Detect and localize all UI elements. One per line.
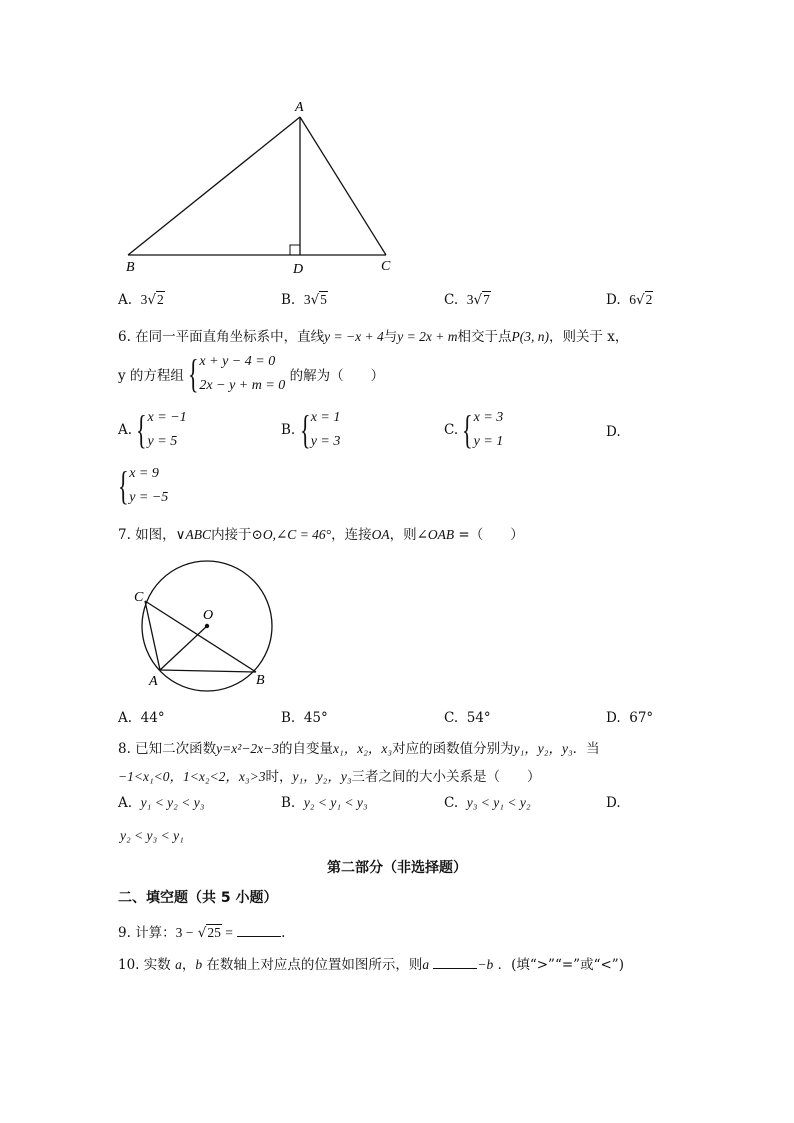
q6-option-d-letter: D. (606, 424, 621, 440)
segment-AB (128, 117, 300, 255)
q6-option-a: A. { x = −1 y = 5 (118, 407, 187, 452)
chord-AB (160, 670, 256, 672)
q5-option-c: C. 3√7 (444, 292, 490, 308)
label-A: A (149, 674, 158, 689)
q8-option-c: C. y₃ < y₁ < y₂ (444, 795, 531, 811)
q6-option-b: B. { x = 1 y = 3 (281, 407, 341, 452)
q5-option-a: A. 3√2 (118, 292, 164, 308)
q7-option-d: D. 67° (606, 710, 654, 726)
label-D: D (293, 262, 304, 277)
segment-OA (160, 626, 207, 670)
label-O: O (203, 608, 214, 623)
q8-option-d: y₂ < y₃ < y₁ (120, 828, 184, 843)
q7-question: 7. 如图，∨ABC内接于⊙O,∠C = 46°，连接OA，则∠OAB =（ ） (118, 527, 524, 543)
q8-line-1: 8. 已知二次函数y=x²−2x−3的自变量x₁，x₂，x₃对应的函数值分别为y₁，y₂，y₃．当 (118, 741, 600, 757)
label-C: C (134, 590, 144, 605)
right-angle-mark (290, 245, 300, 255)
q8-line-2: −1<x₁<0，1<x₂<2，x₃>3时，y₁，y₂，y₃三者之间的大小关系是（ ） (118, 769, 541, 785)
q9-question: 9. 计算：3 − √25 = . (118, 925, 286, 941)
q6-option-c: C. { x = 3 y = 1 (444, 407, 504, 452)
q7-option-a: A. 44° (118, 710, 165, 726)
q9-answer-blank[interactable] (237, 924, 281, 937)
q8-option-b: B. y₂ < y₁ < y₃ (281, 795, 368, 811)
q10-answer-blank[interactable] (433, 956, 477, 969)
label-B: B (126, 260, 135, 275)
q7-option-b: B. 45° (281, 710, 328, 726)
q8-option-d-letter: D. (606, 795, 621, 811)
triangle-figure (110, 95, 410, 285)
label-B: B (256, 673, 265, 688)
q7-option-c: C. 54° (444, 710, 491, 726)
section2-title: 二、填空题（共 5 小题） (118, 890, 278, 906)
circle-figure (128, 555, 288, 695)
center-point-O (205, 624, 209, 628)
q5-option-d: D. 6√2 (606, 292, 653, 308)
segment-AC (300, 117, 386, 255)
q5-option-b: B. 3√5 (281, 292, 327, 308)
chord-CA (145, 601, 160, 670)
q6-line-1: 6. 在同一平面直角坐标系中，直线y = −x + 4与y = 2x + m相交于点P(3, n)，则关于 x， (118, 329, 629, 345)
q10-question: 10. 实数 a，b 在数轴上对应点的位置如图所示，则a −b ．(填“>”“=”或“<”) (118, 957, 624, 973)
q6-line-2: y 的方程组 { x + y − 4 = 0 2x − y + m = 0 的解为（ ） (118, 351, 385, 396)
label-C: C (381, 259, 391, 274)
part2-title: 第二部分（非选择题） (327, 860, 467, 876)
q6-option-d: { x = 9 y = −5 (118, 463, 169, 508)
chord-CB (145, 601, 256, 672)
q8-option-a: A. y₁ < y₂ < y₃ (118, 795, 205, 811)
label-A: A (295, 100, 304, 115)
